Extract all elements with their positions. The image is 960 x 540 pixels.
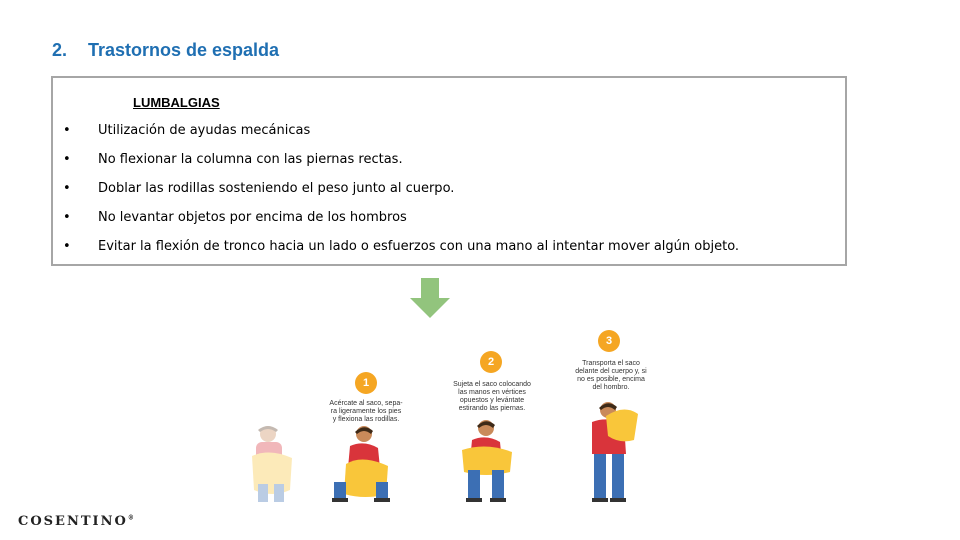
step-1-badge: 1 — [355, 372, 377, 394]
step-2-text: Sujeta el saco colocando las manos en vértices opuestos y levántate estirando las piernas. — [453, 381, 531, 412]
bullet-icon: • — [63, 210, 71, 225]
title-number: 2. — [52, 40, 68, 60]
down-arrow-icon — [409, 278, 451, 320]
step-3-text: Transporta el saco delante del cuerpo y, si no es posible, encima del hombro. — [575, 360, 647, 391]
bullet-icon: • — [63, 239, 71, 254]
box-heading: LUMBALGIAS — [133, 95, 220, 110]
bullet-icon: • — [63, 123, 71, 138]
bullet-icon: • — [63, 152, 71, 167]
cosentino-logo: COSENTINO® — [18, 514, 134, 529]
faded-person-illustration — [240, 420, 300, 502]
step-3-badge: 3 — [598, 330, 620, 352]
lumbalgias-box: LUMBALGIAS • Utilización de ayudas mecánicas • No flexionar la columna con las piernas rectas. • Doblar las rodillas sosteniendo el peso junto al cuerpo. • No levantar objetos por encima de los hombros • Evitar la flexión de tronco hacia un lado o esfuerzos con una mano al intentar mover algún objeto. — [51, 76, 847, 266]
step-2-badge: 2 — [480, 351, 502, 373]
bullet-icon: • — [63, 181, 71, 196]
title-text: Trastornos de espalda — [88, 40, 280, 60]
person-bending-illustration — [326, 424, 396, 502]
step-1-text: Acércate al saco, sepa- ra ligeramente los pies y flexiona las rodillas. — [329, 400, 403, 423]
person-carrying-illustration — [580, 396, 642, 502]
person-lifting-illustration — [454, 416, 520, 502]
slide-title — [52, 40, 279, 61]
